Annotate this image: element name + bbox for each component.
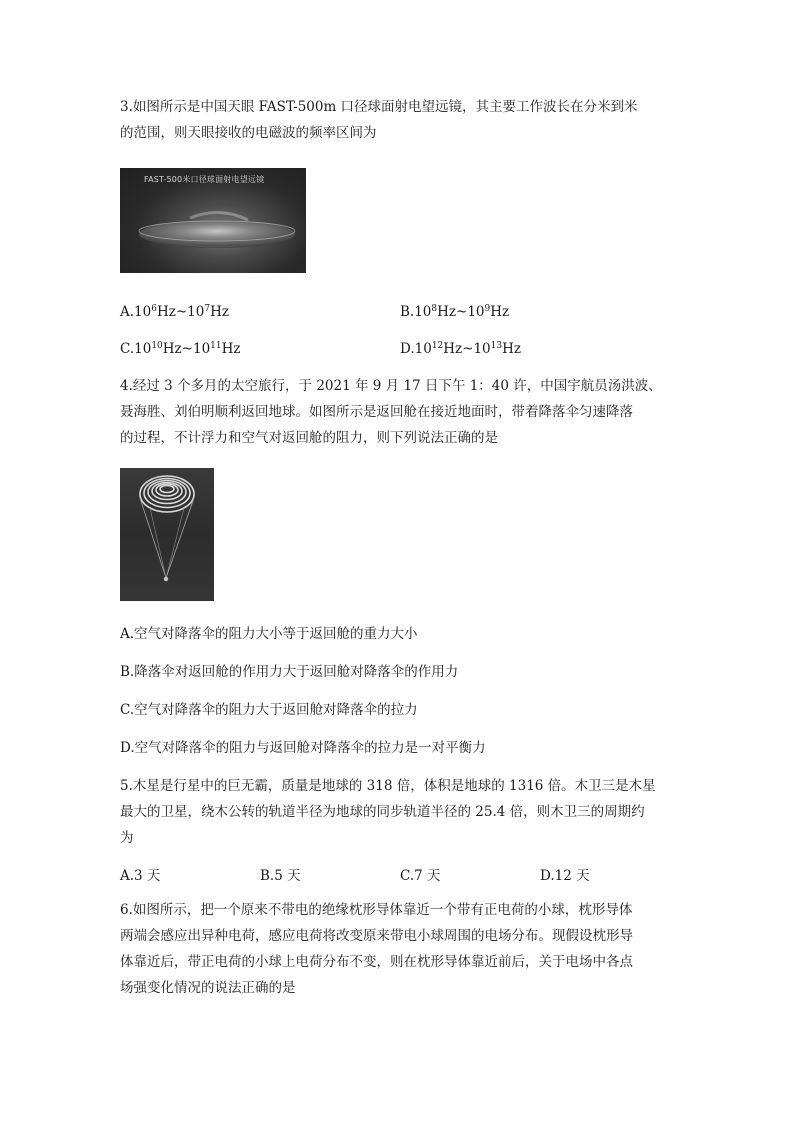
question-5-line-3: 为 [120, 830, 134, 846]
question-3-line-1: 3.如图所示是中国天眼 FAST-500m 口径球面射电望远镜，其主要工作波长在分米到米 [120, 99, 638, 115]
question-4-line-3: 的过程，不计浮力和空气对返回舱的阻力，则下列说法正确的是 [120, 430, 498, 446]
fast-telescope-photo [120, 168, 306, 273]
question-4-option-b: B.降落伞对返回舱的作用力大于返回舱对降落伞的作用力 [120, 664, 459, 680]
question-5-option-d: D.12 天 [540, 868, 590, 884]
question-5-line-2: 最大的卫星，绕木公转的轨道半径为地球的同步轨道半径的 25.4 倍，则木卫三的周期约 [120, 804, 645, 820]
question-5-text [120, 773, 676, 851]
question-3-option-b: $B.10^8Hz\sim 10^9Hz$ [400, 304, 510, 320]
question-5-option-c: C.7 天 [400, 868, 441, 884]
question-6-text [120, 897, 676, 1001]
question-3-text [120, 94, 676, 146]
question-3-option-a: $A.10^6Hz\sim 10^7Hz$ [120, 304, 229, 320]
question-6-line-4: 场强变化情况的说法正确的是 [120, 980, 296, 996]
question-3-option-d: $D.10^{12}Hz\sim 10^{13}Hz$ [400, 341, 521, 357]
question-4-line-1: 4.经过 3 个多月的太空旅行，于 2021 年 9 月 17 日下午 1：40 许，中国宇航员汤洪波、 [120, 378, 662, 394]
question-5-line-1: 5.木星是行星中的巨无霸，质量是地球的 318 倍，体积是地球的 1316 倍。木卫三是木星 [120, 778, 656, 794]
question-4-option-c: C.空气对降落伞的阻力大于返回舱对降落伞的拉力 [120, 702, 418, 718]
question-4-text [120, 373, 676, 451]
question-4-option-a: A.空气对降落伞的阻力大小等于返回舱的重力大小 [120, 626, 418, 642]
telescope-dish-graphic [120, 168, 306, 273]
question-4-line-2: 聂海胜、刘伯明顺利返回地球。如图所示是返回舱在接近地面时，带着降落伞匀速降落 [120, 404, 633, 420]
parachute-graphic [120, 468, 214, 601]
question-3-option-c: $C.10^{10}Hz\sim 10^{11}Hz$ [120, 341, 241, 357]
question-4-option-d: D.空气对降落伞的阻力与返回舱对降落伞的拉力是一对平衡力 [120, 740, 486, 756]
question-6-line-3: 体靠近后，带正电荷的小球上电荷分布不变，则在枕形导体靠近前后，关于电场中各点 [120, 954, 633, 970]
parachute-capsule-photo [120, 468, 214, 601]
question-6-line-1: 6.如图所示，把一个原来不带电的绝缘枕形导体靠近一个带有正电荷的小球，枕形导体 [120, 902, 633, 918]
question-3-line-2: 的范围，则天眼接收的电磁波的频率区间为 [120, 125, 377, 141]
fast-photo-caption: FAST-500米口径球面射电望远镜 [144, 175, 265, 184]
question-5-option-a: A.3 天 [120, 868, 161, 884]
question-6-line-2: 两端会感应出异种电荷，感应电荷将改变原来带电小球周围的电场分布。现假设枕形导 [120, 928, 633, 944]
question-5-option-b: B.5 天 [260, 868, 301, 884]
